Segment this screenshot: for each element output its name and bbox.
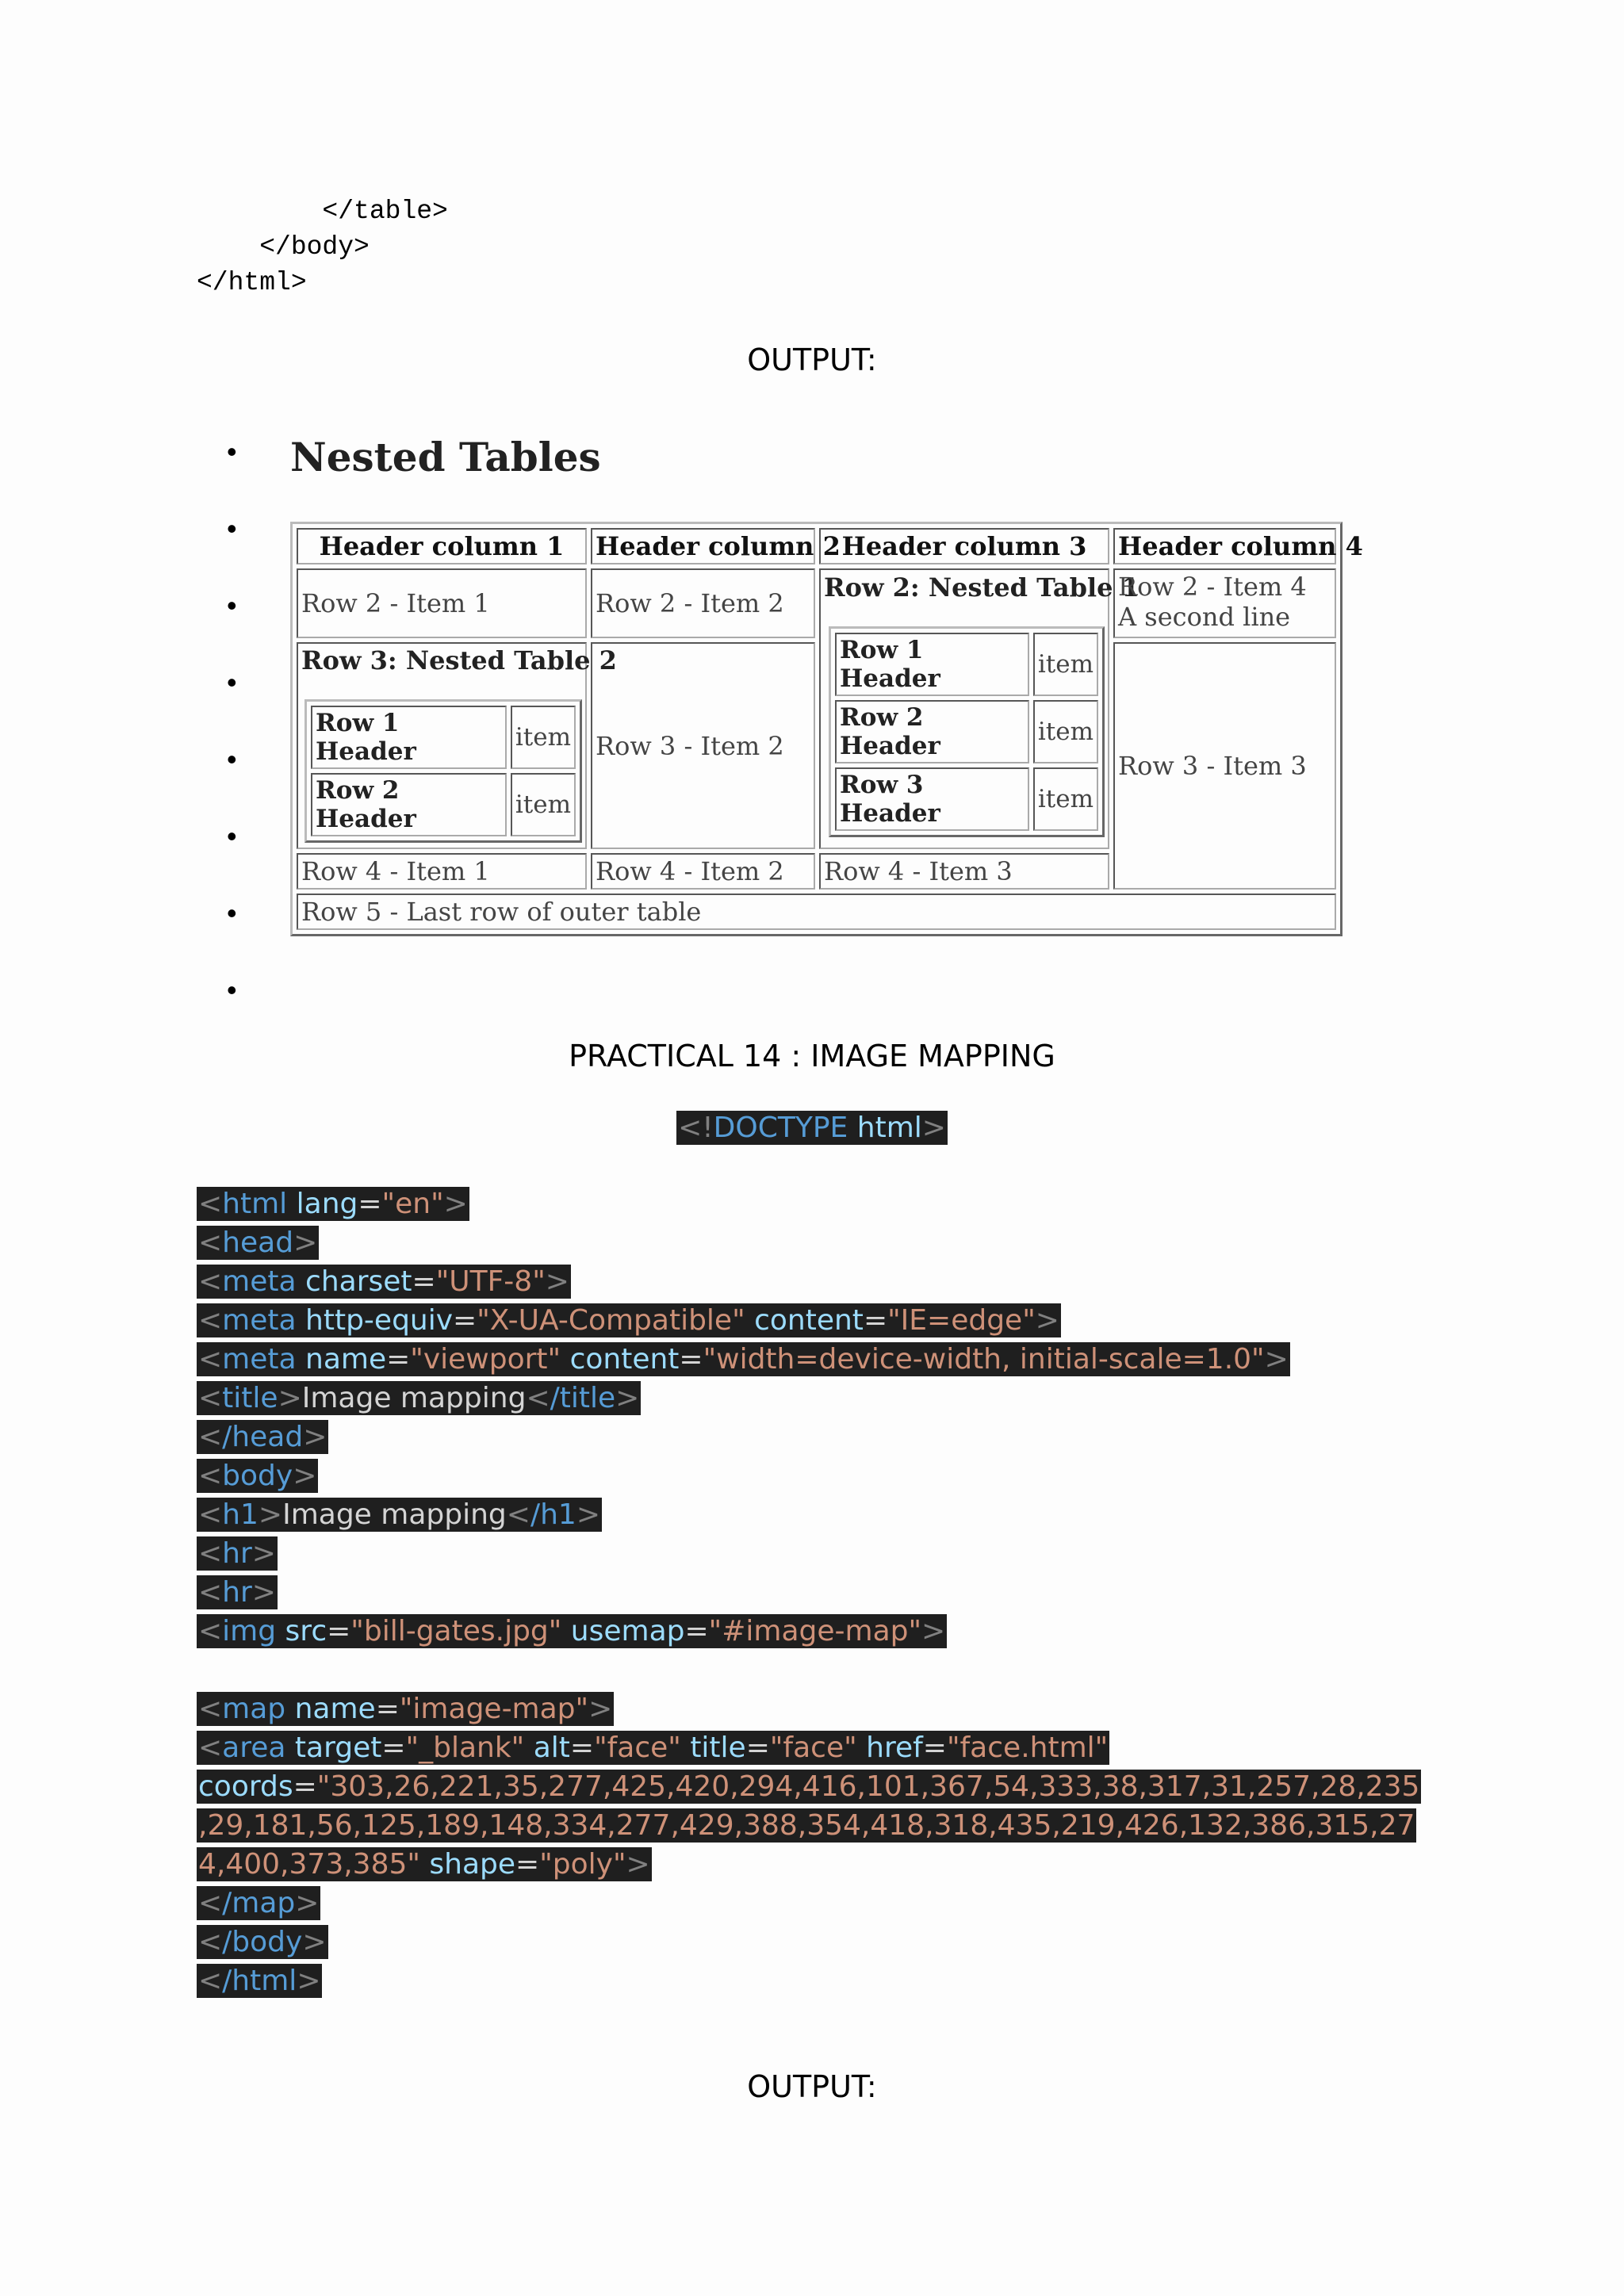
code-line: <meta name="viewport" content="width=device-width, initial-scale=1.0"> bbox=[198, 1343, 1289, 1376]
output-label: OUTPUT: bbox=[747, 2069, 877, 2104]
row-header: Row 2 Header bbox=[835, 700, 1029, 763]
code-string: "UTF-8" bbox=[435, 1265, 546, 1298]
code-string: "303,26,221,35,277,425,420,294,416,101,367,54,333,38,317,31,257,28,235 bbox=[316, 1770, 1420, 1803]
bullet: • bbox=[227, 974, 237, 1006]
table-cell: Row 3 - Item 2 bbox=[591, 642, 815, 849]
code-line: </map> bbox=[198, 1887, 320, 1919]
code-line: <area target="_blank" alt="face" title="face" href="face.html" bbox=[198, 1732, 1109, 1764]
code-string: "IE=edge" bbox=[887, 1304, 1036, 1337]
code-string: "#image-map" bbox=[708, 1615, 922, 1647]
code-attr: shape bbox=[429, 1848, 516, 1881]
code-string: "image-map" bbox=[399, 1693, 589, 1725]
code-attr: src bbox=[285, 1615, 327, 1647]
bullet: • bbox=[227, 666, 237, 698]
code-attr: href bbox=[866, 1732, 923, 1764]
row-header: Row 1 Header bbox=[311, 706, 507, 769]
code-tag: body bbox=[222, 1460, 293, 1492]
table-cell: Row 4 - Item 2 bbox=[591, 853, 815, 890]
code-line: </table> bbox=[197, 197, 448, 226]
code-tag: map bbox=[222, 1693, 286, 1725]
code-line: <map name="image-map"> bbox=[198, 1693, 613, 1725]
code-string: "viewport" bbox=[410, 1343, 561, 1376]
table-cell: Row 2 - Item 2 bbox=[591, 568, 815, 638]
code-tag: /body bbox=[222, 1926, 303, 1958]
nested-table-2-cell bbox=[297, 642, 617, 849]
nested-table-1 bbox=[829, 626, 1105, 837]
code-line: <html lang="en"> bbox=[198, 1188, 468, 1220]
code-line: coords="303,26,221,35,277,425,420,294,416,101,367,54,333,38,317,31,257,28,235 bbox=[198, 1770, 1420, 1803]
code-punct: <! bbox=[678, 1112, 714, 1144]
code-tag: meta bbox=[222, 1304, 297, 1337]
code-attr: content bbox=[754, 1304, 864, 1337]
code-attr: content bbox=[569, 1343, 680, 1376]
table-cell: Row 4 - Item 1 bbox=[297, 853, 587, 890]
code-string: "poly" bbox=[539, 1848, 626, 1881]
header-column-1: Header column 1 bbox=[297, 528, 587, 564]
code-line: <hr> bbox=[198, 1576, 276, 1609]
code-tag: /map bbox=[222, 1887, 296, 1919]
table-cell: Row 4 - Item 3 bbox=[819, 853, 1109, 890]
code-attr: lang bbox=[296, 1188, 358, 1220]
nested-table-1-cell bbox=[819, 568, 1139, 849]
bullet: • bbox=[227, 820, 237, 852]
code-tag: h1 bbox=[222, 1498, 259, 1531]
code-string: ,29,181,56,125,189,148,334,277,429,388,354,418,318,435,219,426,132,386,315,27 bbox=[198, 1809, 1415, 1842]
code-string: "width=device-width, initial-scale=1.0" bbox=[703, 1343, 1265, 1376]
code-line: <h1>Image mapping</h1> bbox=[198, 1498, 600, 1531]
bullet: • bbox=[227, 897, 237, 929]
row-header: Row 1 Header bbox=[835, 633, 1029, 696]
output-label: OUTPUT: bbox=[747, 342, 877, 377]
code-attr: name bbox=[305, 1343, 387, 1376]
code-tag: /title bbox=[550, 1382, 616, 1414]
bullet: • bbox=[227, 512, 237, 545]
header-column-4: Header column 4 bbox=[1113, 528, 1336, 564]
code-attr: usemap bbox=[570, 1615, 685, 1647]
code-line: <body> bbox=[198, 1460, 317, 1492]
doctype-line bbox=[0, 1108, 1624, 1147]
cell-line: Row 2 - Item 4 bbox=[1118, 572, 1307, 602]
code-attr: title bbox=[690, 1732, 746, 1764]
code-tag: html bbox=[222, 1188, 288, 1220]
nested-table-2-title: Row 3: Nested Table 2 bbox=[301, 645, 617, 675]
code-text: Image mapping bbox=[282, 1498, 507, 1531]
code-tag: /html bbox=[222, 1965, 297, 1997]
code-tag: meta bbox=[222, 1343, 297, 1376]
code-tag: meta bbox=[222, 1265, 297, 1298]
code-tag: /head bbox=[222, 1421, 304, 1453]
code-attr: target bbox=[294, 1732, 382, 1764]
code-string: "face.html" bbox=[946, 1732, 1109, 1764]
outer-table bbox=[290, 522, 1363, 936]
row-item: item bbox=[511, 773, 576, 836]
code-attr: coords bbox=[198, 1770, 293, 1803]
code-tag: hr bbox=[222, 1576, 252, 1609]
code-line: <meta charset="UTF-8"> bbox=[198, 1265, 569, 1298]
row-header: Row 3 Header bbox=[835, 767, 1029, 831]
table-cell: Row 5 - Last row of outer table bbox=[297, 894, 1336, 930]
table-cell: Row 2 - Item 1 bbox=[297, 568, 587, 638]
code-tag: area bbox=[222, 1732, 286, 1764]
code-line: 4,400,373,385" shape="poly"> bbox=[198, 1848, 650, 1881]
code-tag: hr bbox=[222, 1537, 252, 1570]
bullet: • bbox=[227, 743, 237, 775]
code-string: "bill-gates.jpg" bbox=[350, 1615, 562, 1647]
code-line bbox=[197, 1806, 1421, 1845]
code-line: <hr> bbox=[198, 1537, 276, 1570]
code-line: </html> bbox=[197, 268, 307, 297]
code-attr: charset bbox=[305, 1265, 412, 1298]
code-string: "face" bbox=[769, 1732, 857, 1764]
nested-table-2 bbox=[304, 699, 582, 843]
nested-tables-title: Nested Tables bbox=[290, 434, 601, 480]
code-tag: DOCTYPE bbox=[713, 1112, 848, 1144]
row-header: Row 2 Header bbox=[311, 773, 507, 836]
code-line: </body> bbox=[198, 1926, 327, 1958]
code-line: <title>Image mapping</title> bbox=[198, 1382, 640, 1414]
code-line: <img src="bill-gates.jpg" usemap="#image-map"> bbox=[198, 1615, 946, 1647]
header-column-2: Header column 2 bbox=[591, 528, 815, 564]
code-string: "face" bbox=[594, 1732, 681, 1764]
table-cell: Row 3 - Item 3 bbox=[1113, 642, 1336, 890]
code-attr: html bbox=[848, 1112, 922, 1144]
nested-table-1-title: Row 2: Nested Table 1 bbox=[824, 572, 1139, 603]
row-item: item bbox=[1033, 700, 1098, 763]
cell-line: A second line bbox=[1118, 602, 1291, 632]
practical-heading: PRACTICAL 14 : IMAGE MAPPING bbox=[569, 1039, 1055, 1073]
code-tag: head bbox=[222, 1226, 294, 1259]
code-string: 4,400,373,385" bbox=[198, 1848, 420, 1881]
code-attr: name bbox=[294, 1693, 376, 1725]
row-item: item bbox=[1033, 633, 1098, 696]
row-item: item bbox=[1033, 767, 1098, 831]
code-line: </body> bbox=[197, 232, 370, 262]
bullet-list bbox=[227, 428, 237, 1043]
code-line: </html> bbox=[198, 1965, 321, 1997]
code-text: Image mapping bbox=[301, 1382, 527, 1414]
code-punct: > bbox=[921, 1112, 946, 1144]
code-tag: /h1 bbox=[530, 1498, 576, 1531]
table-cell bbox=[1113, 568, 1336, 638]
code-attr: http-equiv bbox=[305, 1304, 454, 1337]
blank-line bbox=[197, 1651, 1421, 1689]
bullet: • bbox=[227, 435, 237, 468]
code-string: "en" bbox=[381, 1188, 444, 1220]
code-string: "X-UA-Compatible" bbox=[477, 1304, 745, 1337]
code-line: <meta http-equiv="X-UA-Compatible" content="IE=edge"> bbox=[198, 1304, 1059, 1337]
row-item: item bbox=[511, 706, 576, 769]
code-block bbox=[197, 1184, 1421, 2000]
header-column-3: Header column 3 bbox=[819, 528, 1109, 564]
code-highlight bbox=[676, 1111, 948, 1145]
code-tag: title bbox=[222, 1382, 278, 1414]
code-string: "_blank" bbox=[405, 1732, 525, 1764]
code-line: </head> bbox=[198, 1421, 327, 1453]
code-tail bbox=[197, 193, 448, 300]
code-attr: alt bbox=[533, 1732, 570, 1764]
code-tag: img bbox=[222, 1615, 277, 1647]
bullet: • bbox=[227, 589, 237, 622]
code-line: <head> bbox=[198, 1226, 318, 1259]
